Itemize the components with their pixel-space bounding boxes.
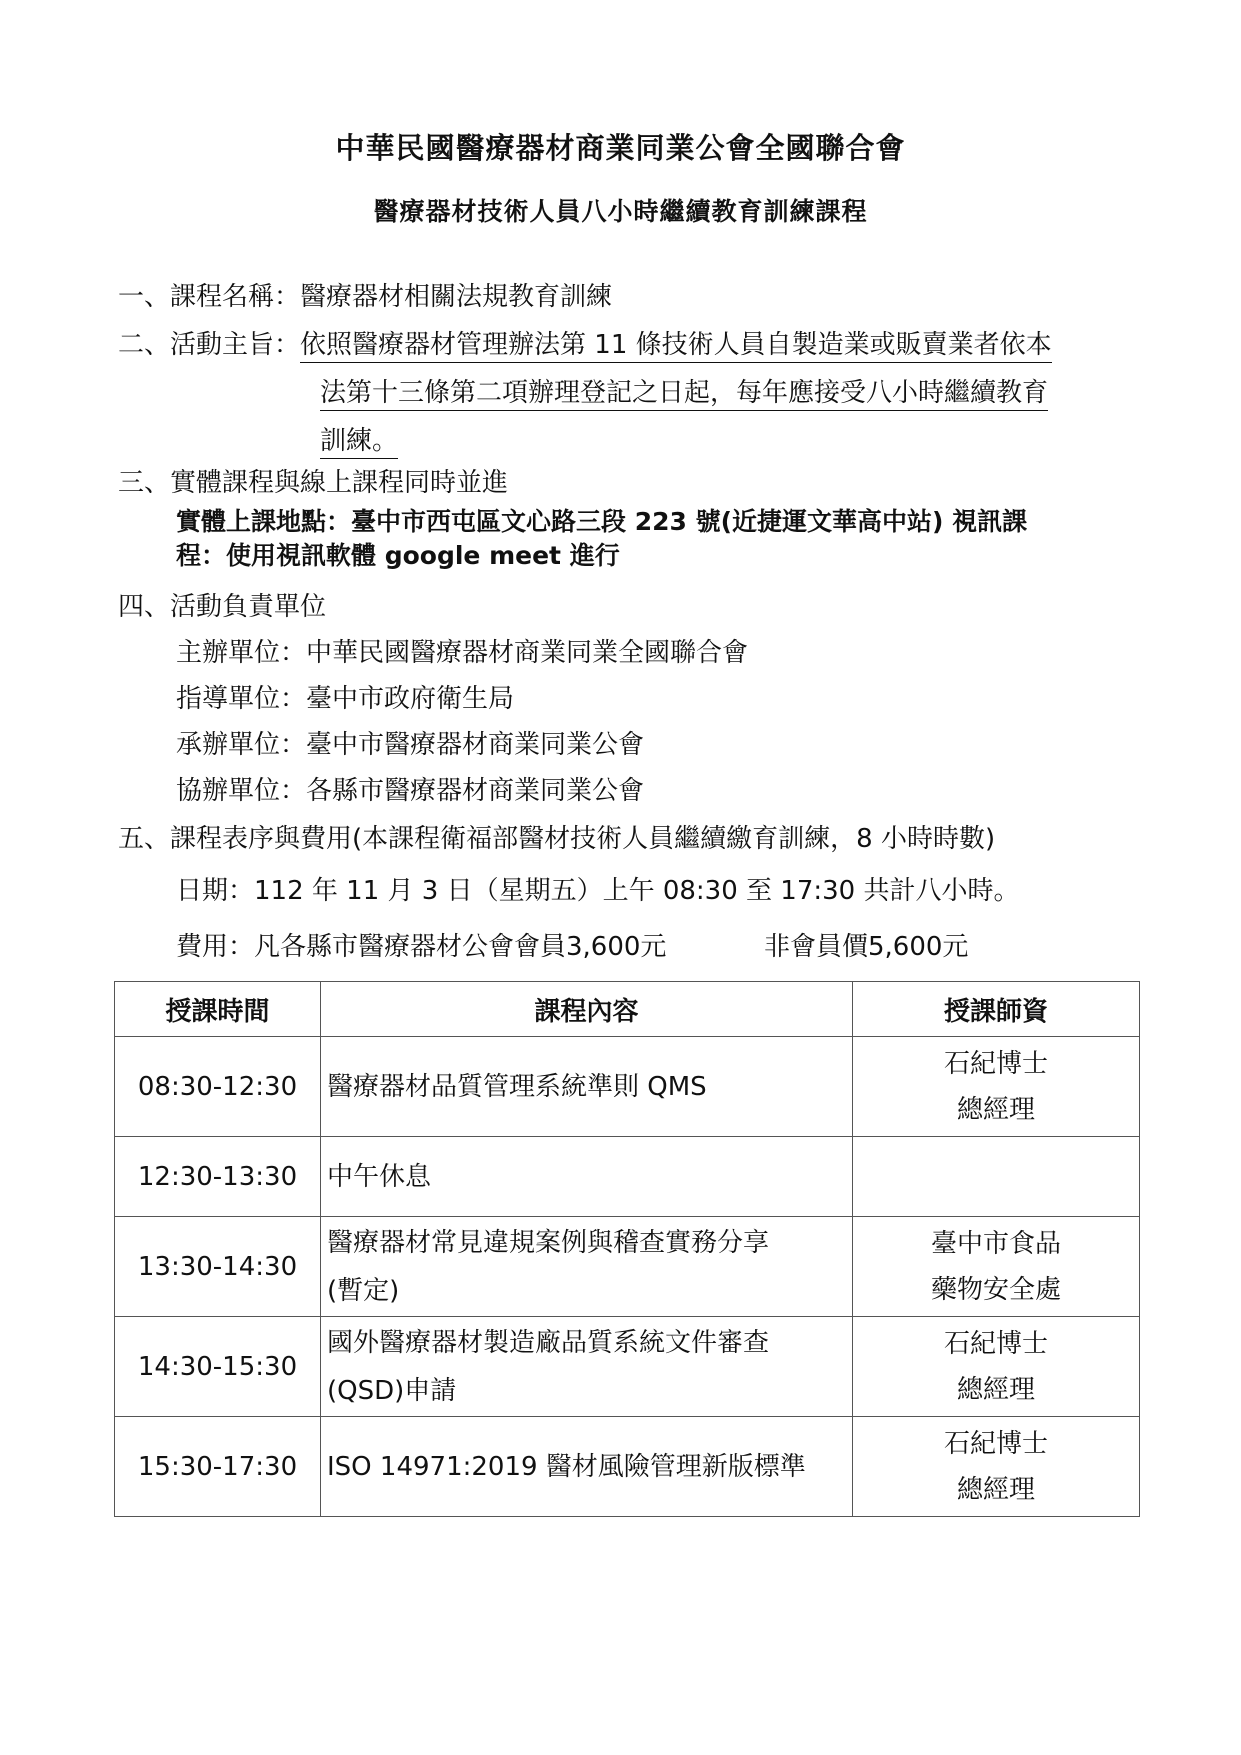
event-date: 日期：112 年 11 月 3 日（星期五）上午 08:30 至 17:30 共計八小時。 [176,876,1020,906]
purpose-line-2: 法第十三條第二項辦理登記之日起，每年應接受八小時繼續教育 [320,378,1048,411]
row-time: 13:30-14:30 [115,1217,321,1317]
teacher-line: 總經理 [956,1094,1035,1125]
teacher-line: 總經理 [956,1474,1035,1505]
teacher-line: 藥物安全處 [930,1274,1061,1305]
row-content [321,1037,853,1137]
document-title: 中華民國醫療器材商業同業公會全國聯合會 [335,131,906,165]
teacher-line: 臺中市食品 [930,1228,1061,1259]
row-time: 08:30-12:30 [115,1037,321,1137]
row-time: 15:30-17:30 [115,1417,321,1517]
purpose-line-2-wrap [320,372,1048,409]
row-content [321,1417,853,1517]
section-course-name [118,276,612,313]
organizer-undertake: 承辦單位：臺中市醫療器材商業同業公會 [176,730,645,760]
fee-member: 費用：凡各縣市醫療器材公會會員3,600元 [176,932,667,962]
table-row [115,1317,1140,1417]
section-schedule-fee: 五、課程表序與費用(本課程衛福部醫材技術人員繼續繳育訓練，8 小時時數) [118,824,996,854]
table-row [115,1217,1140,1317]
table-header-row [115,982,1140,1037]
table-row [115,1137,1140,1217]
content-line: (QSD)申請 [327,1375,457,1406]
table-row [115,1417,1140,1517]
purpose-line-3: 訓練。 [320,426,398,459]
table-row [115,1037,1140,1137]
section-text: 醫療器材相關法規教育訓練 [300,282,613,312]
row-time: 12:30-13:30 [115,1137,321,1217]
row-teacher [853,1317,1140,1417]
organizer-host: 主辦單位：中華民國醫療器材商業同業全國聯合會 [176,638,749,668]
row-content [321,1217,853,1317]
teacher-line: 石紀博士 [943,1328,1048,1359]
section-label: 一、課程名稱： [118,282,301,312]
document-subtitle: 醫療器材技術人員八小時繼續教育訓練課程 [373,197,868,226]
purpose-line-1: 依照醫療器材管理辦法第 11 條技術人員自製造業或販賣業者依本 [300,330,1052,363]
content-line: 國外醫療器材製造廠品質系統文件審查 [327,1327,770,1358]
header-time: 授課時間 [115,982,321,1037]
content-line: 醫療器材品質管理系統準則 QMS [327,1071,707,1102]
row-teacher [853,1217,1140,1317]
section-format: 三、實體課程與線上課程同時並進 [118,468,509,498]
schedule-table [114,981,1140,1517]
venue-line-1: 實體上課地點：臺中市西屯區文心路三段 223 號(近捷運文華高中站) 視訊課 [176,507,1028,536]
header-content: 課程內容 [321,982,853,1037]
fee-nonmember: 非會員價5,600元 [764,932,969,962]
row-teacher [853,1137,1140,1217]
content-line: (暫定) [327,1275,400,1306]
teacher-line: 石紀博士 [943,1428,1048,1459]
teacher-line: 總經理 [956,1374,1035,1405]
row-teacher [853,1037,1140,1137]
row-content [321,1317,853,1417]
header-teacher: 授課師資 [853,982,1140,1037]
purpose-line-3-wrap [320,420,398,457]
content-line: ISO 14971:2019 醫材風險管理新版標準 [327,1451,806,1482]
organizer-cohost: 協辦單位：各縣市醫療器材商業同業公會 [176,776,645,806]
content-line: 中午休息 [327,1161,432,1192]
row-content [321,1137,853,1217]
teacher-line: 石紀博士 [943,1048,1048,1079]
section-purpose [118,324,1052,361]
section-label: 二、活動主旨： [118,330,301,360]
row-teacher [853,1417,1140,1517]
organizer-guide: 指導單位：臺中市政府衛生局 [176,684,515,714]
section-organizers: 四、活動負責單位 [118,592,327,622]
content-line: 醫療器材常見違規案例與稽查實務分享 [327,1227,770,1258]
row-time: 14:30-15:30 [115,1317,321,1417]
venue-line-2: 程：使用視訊軟體 google meet 進行 [176,541,620,570]
